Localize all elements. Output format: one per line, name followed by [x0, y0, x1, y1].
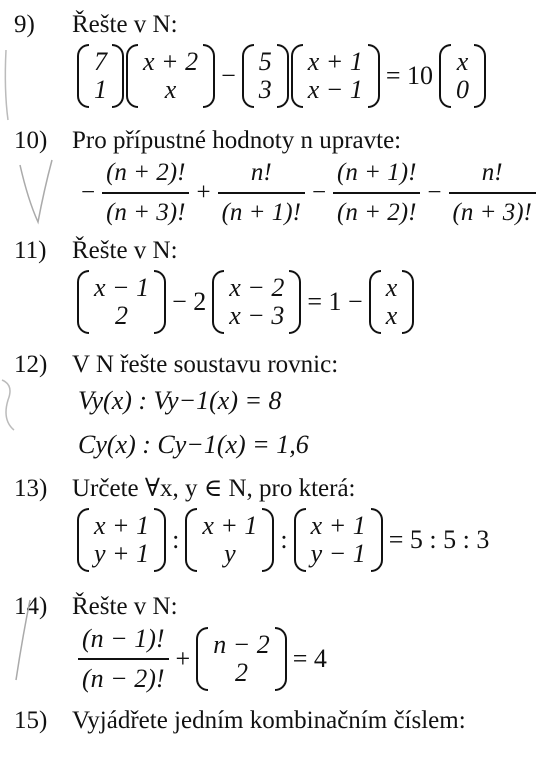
numerator: (n − 1)! [82, 624, 165, 653]
problem-number: 10) [14, 127, 48, 154]
binom-top: 5 [258, 47, 272, 76]
binom-bottom: 0 [456, 75, 470, 104]
problem-number: 13) [14, 475, 48, 502]
problem-number: 9) [14, 11, 35, 38]
binom-top: 7 [94, 47, 107, 76]
operator: + [196, 179, 211, 206]
binom-bottom: y − 1 [310, 539, 366, 568]
problem-number: 11) [14, 237, 47, 264]
fraction [333, 158, 420, 228]
operator: : [172, 525, 180, 554]
system-line-2: Cy(x) : Cy−1(x) = 1,6 [78, 430, 309, 459]
binom-top: x − 2 [229, 273, 285, 302]
operator: = 5 : 5 : 3 [388, 525, 490, 554]
problem-text: V N řešte soustavu rovnic: [72, 351, 339, 378]
fraction [102, 158, 189, 228]
binom-top: x + 1 [307, 47, 363, 76]
operator: − [221, 61, 236, 90]
binom-bottom: x [164, 75, 177, 104]
problem-text: Určete ∀x, y ∈ N, pro která: [72, 475, 356, 502]
problem-10 [14, 126, 401, 156]
fraction [78, 624, 169, 694]
binomial [294, 508, 383, 572]
problem-number: 14) [14, 593, 48, 620]
binom-top: x + 2 [143, 47, 199, 76]
denominator: (n − 2)! [78, 658, 169, 694]
equation-11 [76, 270, 415, 334]
binom-bottom: x [385, 301, 398, 330]
binomial [439, 44, 486, 108]
binomial [291, 44, 380, 108]
binom-bottom: y + 1 [94, 539, 150, 568]
problem-number: 12) [14, 351, 48, 378]
problem-number: 15) [14, 707, 48, 734]
operator: : [280, 525, 288, 554]
problem-text: Řešte v N: [72, 237, 178, 264]
binomial [212, 270, 301, 334]
binomial [77, 508, 166, 572]
denominator: (n + 2)! [333, 192, 420, 228]
binomial [369, 270, 415, 334]
fraction [449, 158, 536, 228]
binom-bottom: 2 [234, 658, 248, 687]
problem-text: Řešte v N: [72, 593, 178, 620]
binom-bottom: 1 [94, 75, 107, 104]
binom-top: x [456, 47, 469, 76]
problem-15 [14, 706, 466, 736]
operator: − [311, 179, 327, 206]
binomial [77, 270, 166, 334]
problem-text: Vyjádřete jedním kombinačním číslem: [72, 707, 466, 734]
binomial [185, 508, 274, 572]
numerator: n! [250, 159, 272, 186]
fraction [218, 158, 305, 228]
operator: − 2 [172, 287, 207, 316]
binomial [126, 44, 215, 108]
denominator: (n + 3)! [449, 192, 536, 228]
binom-top: x + 1 [94, 511, 150, 540]
operator: = 1 − [307, 287, 363, 316]
binom-bottom: 2 [115, 301, 129, 330]
numerator: (n + 2)! [106, 159, 186, 186]
binom-bottom: x − 3 [229, 301, 285, 330]
operator: + [175, 644, 191, 673]
binom-top: x + 1 [202, 511, 258, 540]
operator: = 4 [292, 644, 327, 673]
problem-text: Řešte v N: [72, 11, 178, 38]
binom-bottom: y [224, 539, 236, 568]
binom-top: x [385, 273, 398, 302]
margin-pencil-marks [0, 0, 60, 761]
operator: − [427, 179, 442, 206]
problem-text: Pro přípustné hodnoty n upravte: [72, 127, 402, 154]
binom-bottom: 3 [258, 75, 272, 104]
denominator: (n + 1)! [218, 192, 305, 228]
binom-bottom: x − 1 [307, 75, 363, 104]
binom-top: x − 1 [94, 273, 150, 302]
system-line-1: Vy(x) : Vy−1(x) = 8 [78, 386, 282, 415]
equation-13 [76, 508, 494, 572]
binom-top: n − 2 [213, 630, 270, 659]
binomial [77, 44, 124, 108]
operator: − [81, 179, 96, 206]
operator: = 10 [385, 61, 434, 90]
equation-10 [76, 158, 538, 228]
binom-top: x + 1 [310, 511, 366, 540]
binomial [242, 44, 289, 108]
numerator: n! [481, 159, 503, 186]
equation-14 [76, 624, 332, 694]
problem-13 [14, 474, 356, 504]
numerator: (n + 1)! [337, 159, 417, 186]
equation-9 [76, 44, 487, 108]
denominator: (n + 3)! [102, 192, 189, 228]
problem-12 [14, 350, 338, 380]
binomial [196, 627, 287, 691]
